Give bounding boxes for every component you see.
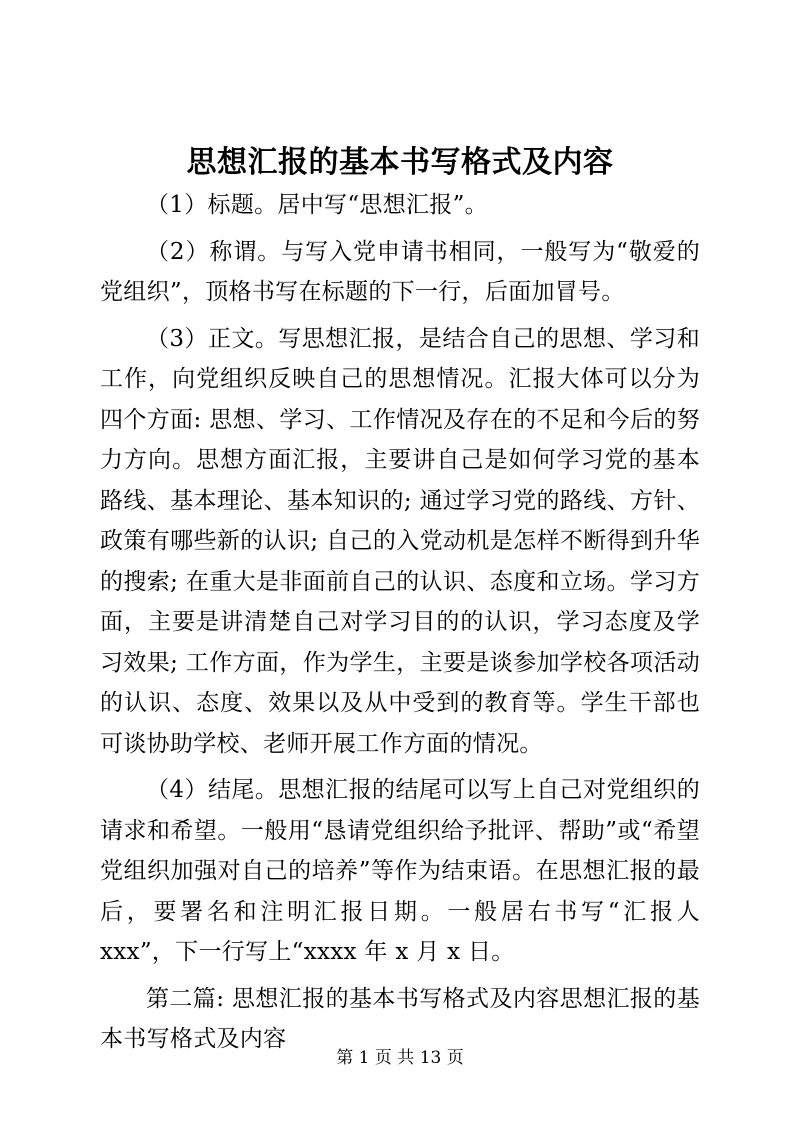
paragraph-ending: （4）结尾。思想汇报的结尾可以写上自己对党组织的请求和希望。一般用“恳请党组织给予批评、帮助”或“希望党组织加强对自己的培养”等作为结束语。在思想汇报的最后，要署名和注明汇报日期。一般居右书写“汇报人 xxx”，下一行写上“xxxx 年 x 月 x 日。: [100, 777, 700, 965]
document-body: [100, 185, 700, 1060]
document-title: 思想汇报的基本书写格式及内容: [186, 145, 614, 180]
paragraph-salutation: （2）称谓。与写入党申请书相同，一般写为“敬爱的党组织”，顶格书写在标题的下一行，后面加冒号。: [100, 238, 700, 305]
paragraph-second-part: 第二篇: 思想汇报的基本书写格式及内容思想汇报的基本书写格式及内容: [100, 985, 700, 1052]
page-number-footer: 第 1 页 共 13 页: [336, 1048, 464, 1068]
paragraph-title-format: （1）标题。居中写“思想汇报”。: [146, 192, 488, 218]
paragraph-main-body: （3）正文。写思想汇报，是结合自己的思想、学习和工作，向党组织反映自己的思想情况。汇报大体可以分为四个方面: 思想、学习、工作情况及存在的不足和今后的努力方向。思想方面汇报，主要讲自己是如何学习党的基本路线、基本理论、基本知识的; 通过学习党的路线、方针、政策有哪些新的认识; 自己的入党动机是怎样不断得到升华的搜索; 在重大是非面前自己的认识、态度和立场。学习方面，主要是讲清楚自己对学习目的的认识，学习态度及学习效果; 工作方面，作为学生，主要是谈参加学校各项活动的认识、态度、效果以及从中受到的教育等。学生干部也可谈协助学校、老师开展工作方面的情况。: [100, 325, 700, 757]
